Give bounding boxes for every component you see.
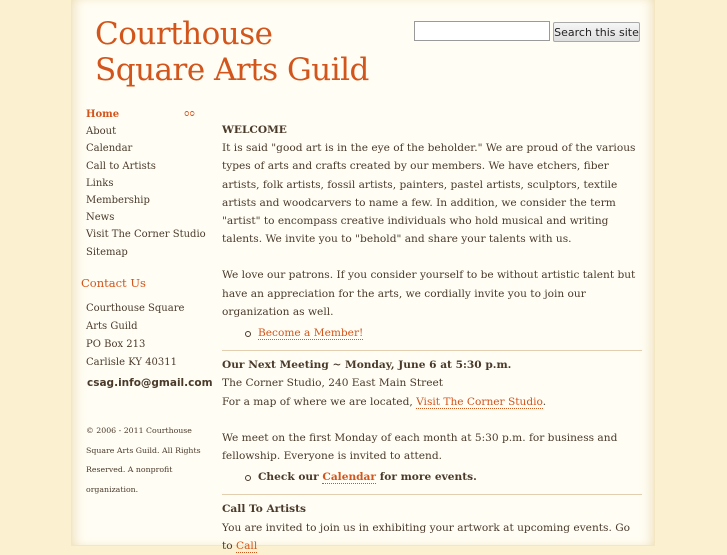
sidebar-item-call-to-artists[interactable]: Call to Artists (86, 160, 156, 172)
meeting-address: The Corner Studio, 240 East Main Street (222, 377, 444, 390)
contact-address (86, 300, 184, 372)
call-to-artists-heading: Call To Artists (222, 503, 306, 516)
visit-corner-studio-link[interactable]: Visit The Corner Studio (416, 395, 543, 408)
site-title-line2: Square Arts Guild (95, 52, 369, 88)
check-text-end: for more events. (376, 471, 477, 484)
become-member-link[interactable]: Become a Member! (258, 327, 364, 340)
divider (222, 494, 642, 495)
sidebar-item-sitemap[interactable]: Sitemap (86, 246, 128, 258)
main-content (222, 121, 642, 555)
patrons-paragraph: We love our patrons. If you consider yourself to be without artistic talent but have an appreciation for the arts, we cordially invite you to join our organization as well. (222, 269, 636, 318)
calendar-link[interactable]: Calendar (322, 471, 377, 484)
map-end: . (542, 395, 547, 408)
site-title[interactable] (95, 16, 369, 88)
meeting-heading: Our Next Meeting ~ Monday, June 6 at 5:30 p.m. (222, 359, 512, 372)
map-text: For a map of where we are located, (222, 395, 417, 408)
swirl-ornament-icon: ೲ (184, 104, 195, 120)
divider (222, 350, 642, 351)
contact-email: csag.info@gmail.com (87, 377, 213, 389)
sidebar-item-news[interactable]: News (86, 212, 115, 224)
search-input[interactable] (414, 21, 550, 41)
call-paragraph (222, 519, 642, 555)
address-line: Arts Guild (86, 321, 138, 332)
call-text: You are invited to join us in exhibiting your artwork at upcoming events. Go to (222, 521, 631, 552)
list-item (242, 468, 642, 486)
address-line: Courthouse Square (86, 303, 185, 314)
check-text: Check our (258, 471, 323, 484)
sidebar-item-home[interactable]: Home (86, 109, 120, 120)
address-line: PO Box 213 (86, 339, 146, 350)
copyright-text: © 2006 - 2011 Courthouse Square Arts Guild. All Rights Reserved. A nonprofit organization. (86, 426, 201, 494)
page-container (72, 0, 654, 552)
address-line: Carlisle KY 40311 (86, 357, 178, 368)
sidebar-item-membership[interactable]: Membership (86, 194, 150, 206)
sidebar-item-visit-corner-studio[interactable]: Visit The Corner Studio (86, 229, 206, 241)
meeting-paragraph: We meet on the first Monday of each month at 5:30 p.m. for business and fellowship. Everyone is invited to attend. (222, 431, 618, 463)
events-list (222, 468, 642, 486)
sidebar-nav (86, 106, 206, 261)
map-line (222, 393, 642, 411)
welcome-heading: WELCOME (222, 124, 287, 136)
contact-heading: Contact Us (81, 276, 146, 290)
call-link[interactable]: Call (236, 539, 258, 552)
list-item (242, 324, 642, 342)
sidebar-item-links[interactable]: Links (86, 177, 114, 189)
welcome-paragraph: It is said "good art is in the eye of the beholder." We are proud of the various types of arts and crafts created by our members. We have etchers, fiber artists, folk artists, fossil artists, painters, pastel artists, sculptors, textile artists and woodcarvers to name a few. In addition, we consider the term "artist" to encompass creative individuals who hold musical and writing talents. We invite you to "behold" and share your talents with us. (222, 142, 636, 246)
search-button[interactable]: Search this site (553, 22, 640, 42)
sidebar-item-calendar[interactable]: Calendar (86, 143, 133, 155)
sidebar-item-about[interactable]: About (86, 126, 117, 138)
member-list (222, 324, 642, 342)
site-title-line1: Courthouse (95, 16, 273, 52)
